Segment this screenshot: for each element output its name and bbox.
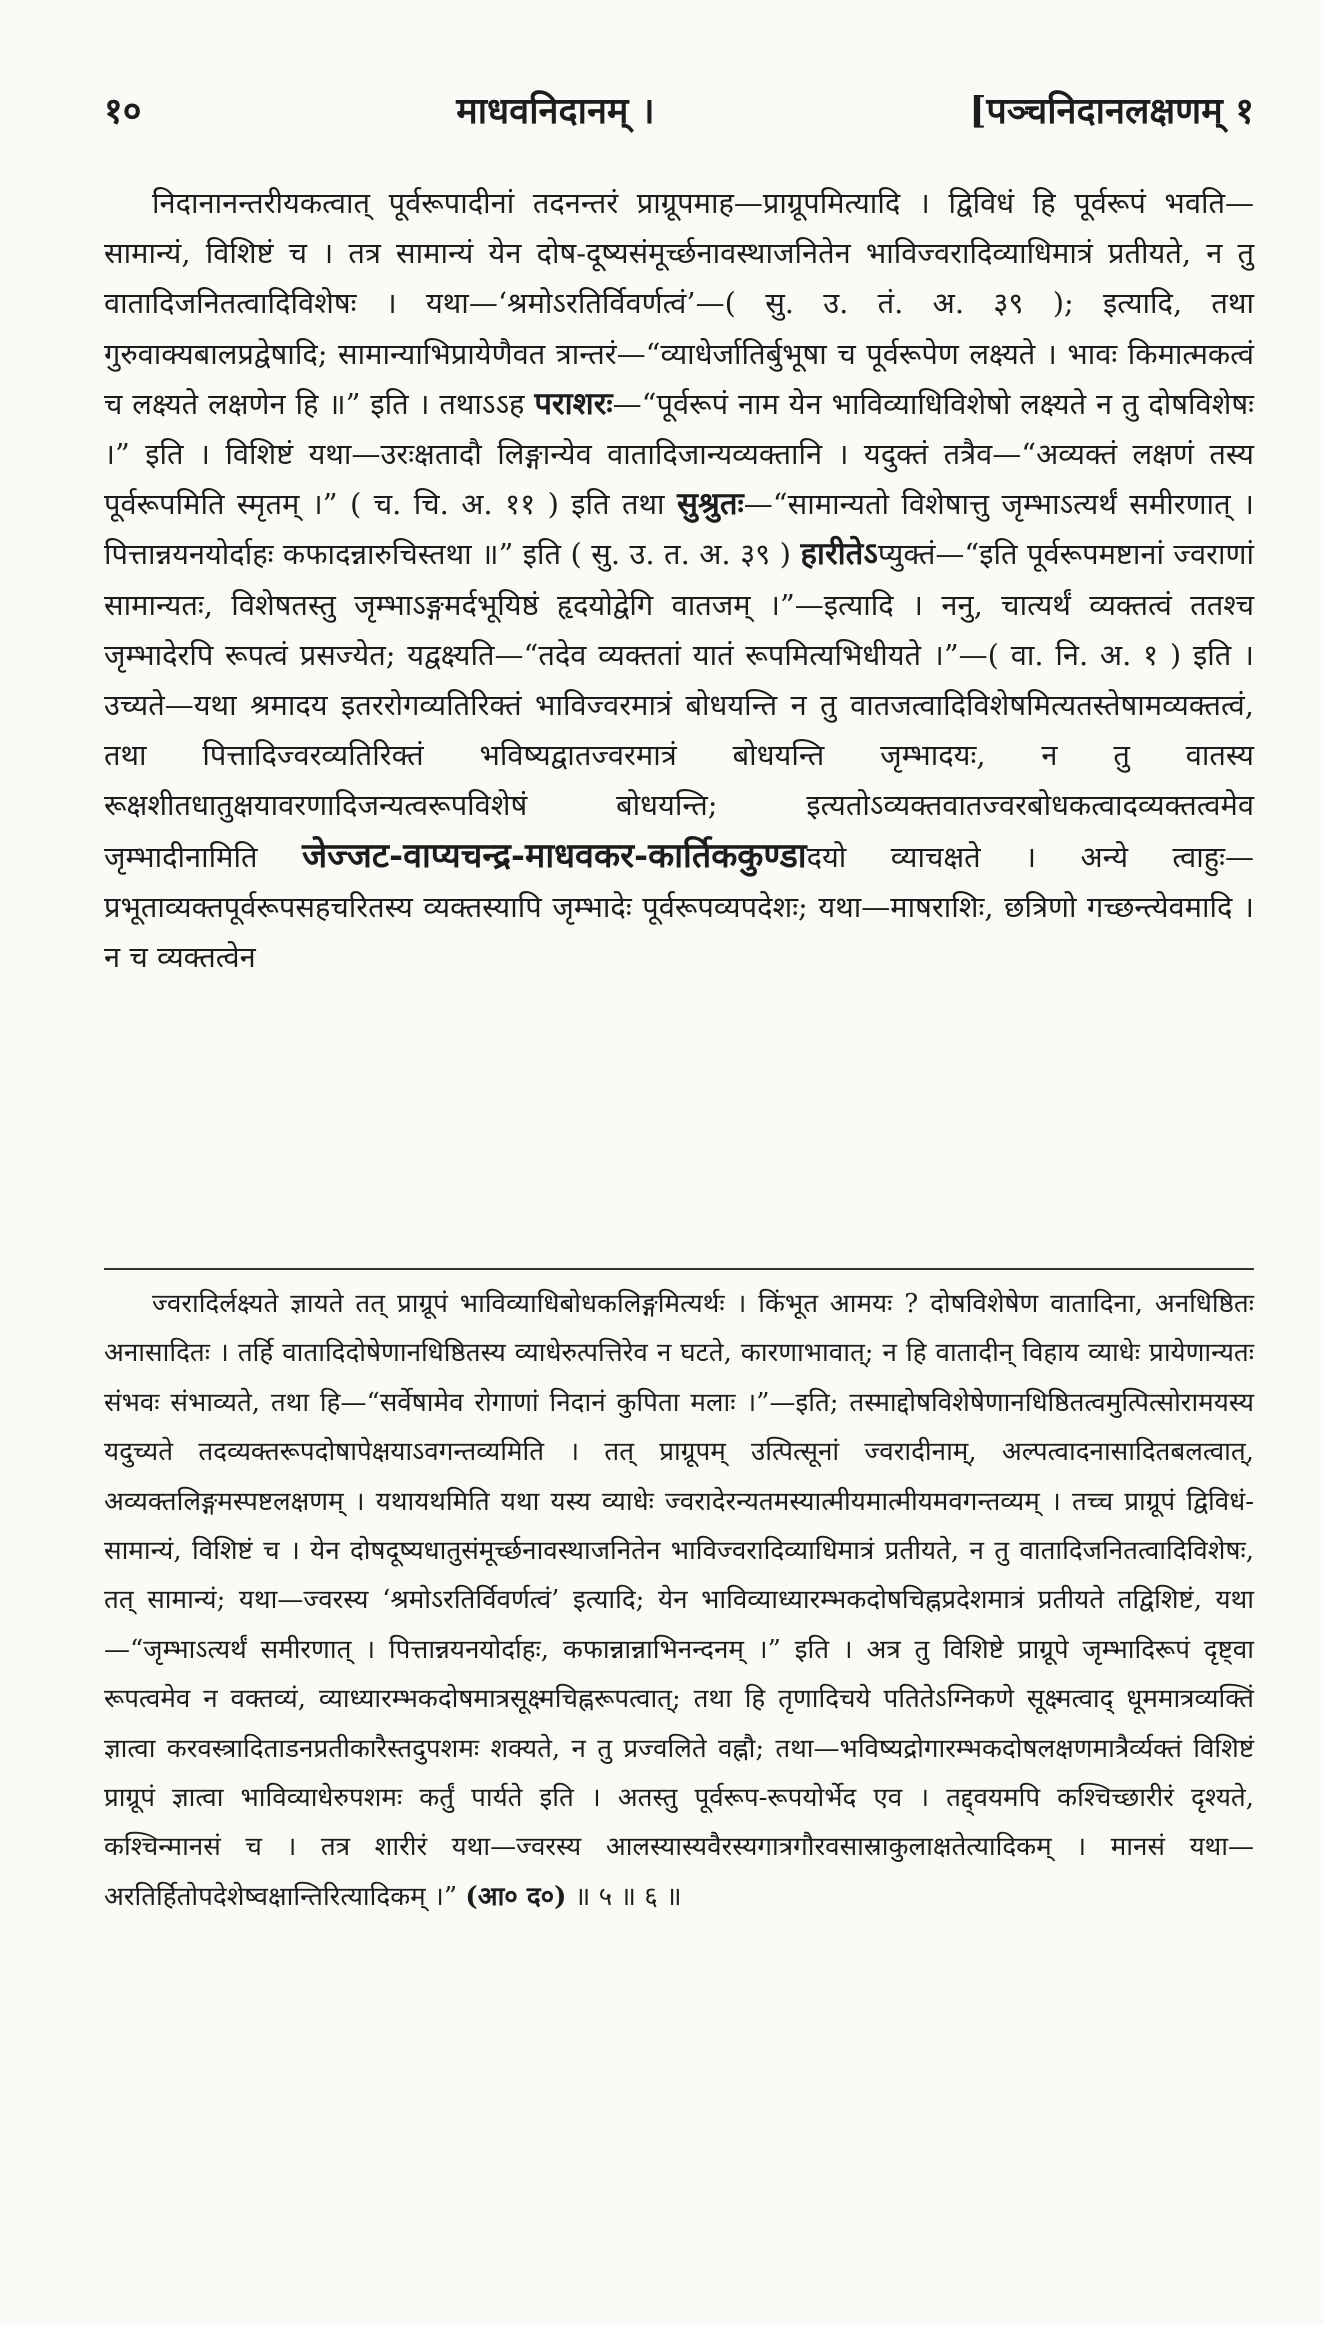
commentary-paragraph [104,178,1254,982]
author-name-harita: हारीतेऽ [800,536,878,573]
commentary-segment: —“सामान्यतो विशेषात्तु जृम्भाऽत्यर्थं समीरणात् । पित्तान्नयनयोर्दाहः कफादन्नारुचिस्तथा ॥” इति ( सु. उ. त. अ. ३९ ) [104,487,1254,572]
chapter-title: [पञ्चनिदानलक्षणम् १ [969,89,1254,132]
author-name-sushruta: सुश्रुतः [676,486,744,523]
verse-number: ॥ ५ ॥ ६ ॥ [574,1881,682,1912]
footnote-source: (आ० द०) [465,1881,567,1912]
footnote-paragraph [104,1280,1254,1922]
page-number: १० [104,89,142,132]
footnote-divider [104,1268,1254,1270]
commentary-segment: दयो व्याचक्षते । अन्ये त्वाहुः—प्रभूताव्यक्तपूर्वरूपसहचरितस्य व्यक्तस्यापि जृम्भादेः पूर्वरूपव्यपदेशः; यथा—माषराशिः, छत्रिणो गच्छन्त्येवमादि । न च व्यक्तत्वेन [104,839,1254,975]
commentary-segment: निदानानन्तरीयकत्वात् पूर्वरूपादीनां तदनन्तरं प्राग्रूपमाह—प्राग्रूपमित्यादि । द्विविधं हि पूर्वरूपं भवति—सामान्यं, विशिष्टं च । तत्र सामान्यं येन दोष-दूष्यसंमूर्च्छनावस्थाजनितेन भाविज्वरादिव्याधिमात्रं प्रतीयते, न तु वातादिजनितत्वादिविशेषः । यथा—‘श्रमोऽरतिर्विवर्णत्वं’—( सु. उ. तं. अ. ३९ ); इत्यादि, तथा गुरुवाक्यबालप्रद्वेषादि; सामान्याभिप्रायेणैवत त्रान्तरं—“व्याधेर्जातिर्बुभूषा च पूर्वरूपेण लक्ष्यते । भावः किमात्मकत्वं च लक्ष्यते लक्षणेन हि ॥” इति । तथाऽऽह [104,186,1254,421]
book-title: माधवनिदानम् । [456,89,655,132]
footnote-text [104,1280,1254,1922]
page-header [104,82,1254,136]
commentary-segment: प्युक्तं—“इति पूर्वरूपमष्टानां ज्वराणां सामान्यतः, विशेषतस्तु जृम्भाऽङ्गमर्दभूयिष्ठं हृदयोद्वेगि वातजम् ।”—इत्यादि । ननु, चात्यर्थं व्यक्तत्वं ततश्च जृम्भादेरपि रूपत्वं प्रसज्येत; यद्वक्ष्यति—“तदेव व्यक्ततां यातं रूपमित्यभिधीयते ।”—( वा. नि. अ. १ ) इति । उच्यते—यथा श्रमादय इतररोगव्यतिरिक्तं भाविज्वरमात्रं बोधयन्ति न तु वातजत्वादिविशेषमित्यतस्तेषामव्यक्तत्वं, तथा पित्तादिज्वरव्यतिरिक्तं भविष्यद्वातज्वरमात्रं बोधयन्ति जृम्भादयः, न तु वातस्य रूक्षशीतधातुक्षयावरणादिजन्यत्वरूपविशेषं बोधयन्ति; इत्यतोऽव्यक्तवातज्वरबोधकत्वादव्यक्तत्वमेव जृम्भादीनामिति [104,537,1254,874]
author-names-commentators: जेज्जट-वाप्यचन्द्र-माधवकर-कार्तिककुण्डा [301,835,807,876]
commentary-text [104,178,1254,982]
footnote-body: ज्वरादिर्लक्ष्यते ज्ञायते तत् प्राग्रूपं भाविव्याधिबोधकलिङ्गमित्यर्थः । किंभूत आमयः ? दोषविशेषेण वातादिना, अनधिष्ठितः अनासादितः । तर्हि वातादिदोषेणानधिष्ठितस्य व्याधेरुत्पत्तिरेव न घटते, कारणाभावात्; न हि वातादीन् विहाय व्याधेः प्रायेणान्यतः संभवः संभाव्यते, तथा हि—“सर्वेषामेव रोगाणां निदानं कुपिता मलाः ।”—इति; तस्माद्दोषविशेषेणानधिष्ठितत्वमुत्पित्सोरामयस्य यदुच्यते तदव्यक्तरूपदोषापेक्षयाऽवगन्तव्यमिति । तत् प्राग्रूपम् उत्पित्सूनां ज्वरादीनाम्, अल्पत्वादनासादितबलत्वात्, अव्यक्तलिङ्गमस्पष्टलक्षणम् । यथायथमिति यथा यस्य व्याधेः ज्वरादेरन्यतमस्यात्मीयमात्मीयमवगन्तव्यम् । तच्च प्राग्रूपं द्विविधं-सामान्यं, विशिष्टं च । येन दोषदूष्यधातुसंमूर्च्छनावस्थाजनितेन भाविज्वरादिव्याधिमात्रं प्रतीयते, न तु वातादिजनितत्वादिविशेषः, तत् सामान्यं; यथा—ज्वरस्य ‘श्रमोऽरतिर्विवर्णत्वं’ इत्यादि; येन भाविव्याध्यारम्भकदोषचिह्नप्रदेशमात्रं प्रतीयते तद्विशिष्टं, यथा—“जृम्भाऽत्यर्थं समीरणात् । पित्तान्नयनयोर्दाहः, कफान्नान्नाभिनन्दनम् ।” इति । अत्र तु विशिष्टे प्राग्रूपे जृम्भादिरूपं दृष्ट्वा रूपत्वमेव न वक्तव्यं, व्याध्यारम्भकदोषमात्रसूक्ष्मचिह्नरूपत्वात्; तथा हि तृणादिचये पतितेऽग्निकणे सूक्ष्मत्वाद् धूममात्रव्यक्तिं ज्ञात्वा करवस्त्रादिताडनप्रतीकारैस्तदुपशमः शक्यते, न तु प्रज्वलिते वह्नौ; तथा—भविष्यद्रोगारम्भकदोषलक्षणमात्रैर्व्यक्तं विशिष्टं प्राग्रूपं ज्ञात्वा भाविव्याधेरुपशमः कर्तुं पार्यते इति । अतस्तु पूर्वरूप-रूपयोर्भेद एव । तद्द्वयमपि कश्चिच्छारीरं दृश्यते, कश्चिन्मानसं च । तत्र शारीरं यथा—ज्वरस्य आलस्यास्यवैरस्यगात्रगौरवसास्राकुलाक्षतेत्यादिकम् । मानसं यथा—अरतिर्हितोपदेशेष्वक्षान्तिरित्यादिकम् ।” [104,1289,1254,1912]
author-name-parashara: पराशरः [534,385,613,422]
commentary-segment: —“पूर्वरूपं नाम येन भाविव्याधिविशेषो लक्ष्यते न तु दोषविशेषः ।” इति । विशिष्टं यथा—उरःक्षतादौ लिङ्गान्येव वातादिजान्यव्यक्तानि । यदुक्तं तत्रैव—“अव्यक्तं लक्षणं तस्य पूर्वरूपमिति स्मृतम् ।” ( च. चि. अ. ११ ) इति तथा [104,386,1255,522]
